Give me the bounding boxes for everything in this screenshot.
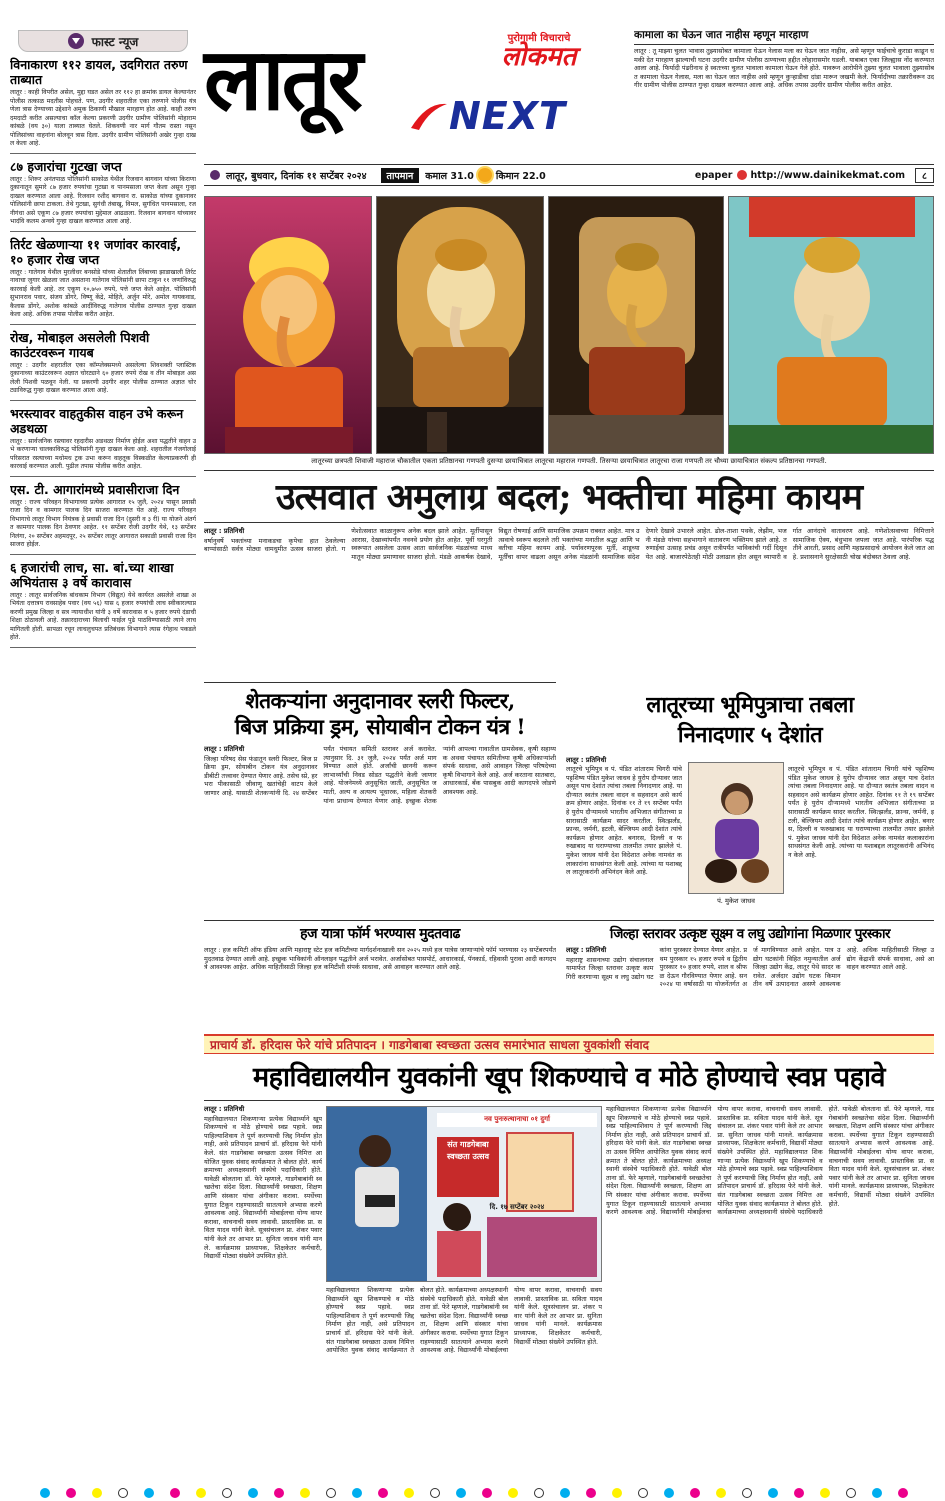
fast-news-label: फास्ट न्यूज xyxy=(91,34,139,49)
next-logo xyxy=(409,90,629,142)
fast-news-body: लातूर : लातूर सार्वजनिक बांधकाम विभाग (विद्युत) येथे कार्यरत असलेले शाखा अभियंता दत्तात्रय रावसाहेब पवार (वय ५६) यास ६ हजार रुपयांची लाच स्वीकारल्याप्रकरणी प्रमुख जिल्हा व सत्र न्यायाधीश यांनी ३ वर्षे कारावास व ५ हजार रुपये दंडाची शिक्षा ठोठावली आहे. तक्रारदाराच्या बिलाची फाईल पुढे पाठविण्यासाठी त्याने लाच मागितली होती. सापळा रचून लाचलुचपत प्रतिबंधक विभागाने त्यास रंगेहाथ पकडले होते. xyxy=(10,591,196,641)
registration-dot xyxy=(742,1488,752,1498)
registration-dot xyxy=(144,1488,154,1498)
registration-dot xyxy=(326,1488,336,1498)
fast-news-headline: विनाकारण ११२ डायल, उदगिरात तरुण ताब्यात xyxy=(10,57,188,87)
photos-caption: लातूरच्या छत्रपती शिवाजी महाराज चौकातील एकता प्रतिष्ठानचा गणपती दुसऱ्या छायाचित्रात लातूरचा महाराज गणपती. तिसऱ्या छायाचित्रात लातूरचा राजा गणपती तर चौथ्या छायाचित्रात संकल्प प्रतिष्ठानचा गणपती. xyxy=(311,457,827,465)
registration-dot xyxy=(768,1488,778,1498)
registration-dot xyxy=(612,1488,622,1498)
registration-dot xyxy=(690,1488,700,1498)
temperature-max: कमाल 31.0 xyxy=(425,170,474,182)
registration-dot xyxy=(300,1488,310,1498)
fast-news-headline: रोख, मोबाइल असलेली पिशवी काउंटरवरून गायब xyxy=(10,329,150,360)
masthead xyxy=(204,28,624,158)
registration-dot xyxy=(846,1488,856,1498)
fast-news-body: लातूर : काही विपरीत असेल, मुद्दा घडत असेल तर ११२ हा क्रमांक डायल केल्यानंतर पोलीस तत्काळ मदतीस पोहचते. पण, उदगीर शहरातील एका तरुणाने पोलीस यंत्रणेला त्रास देण्याच्या उद्देशाने अमुक ठिकाणी मौखाल मारहाण होत आहे. काही तरुण दमदाटी करीत असल्याचा कॉल केल्या प्रकरणी उदगीर ग्रामीण पोलिसांनी मोहाराम कांबळे (वय ३०) याला ताब्यात घेतले. शिकवणी नार मार्ग गौतम रास्ता नसून पोलिसांच्या वाहनांना बोलवून त्रास दिला. उदगीर ग्रामीण पोलिसांनी अखेर गुन्हा दाखल केला आहे. xyxy=(10,89,196,147)
registration-dot xyxy=(872,1488,882,1498)
registration-dot xyxy=(430,1488,440,1498)
registration-dot xyxy=(170,1488,180,1498)
tabla-article xyxy=(566,765,934,915)
registration-dot xyxy=(638,1488,648,1498)
fast-news-headline: ८७ हजारांचा गुटखा जप्त xyxy=(10,158,122,174)
photo-sankalp-ganesh xyxy=(728,196,934,454)
registration-dot xyxy=(534,1488,544,1498)
college-article-left xyxy=(204,1105,322,1475)
ganesh-idol-image-4 xyxy=(729,197,934,454)
lead-byline: लातूर : प्रतिनिधी xyxy=(204,527,245,535)
top-news-body: लातूर : तू माझ्या चुलत भावास तुझ्यासोबत कामाला घेऊन नेलास मला का घेऊन जात नाहीस, असे म्हणून फाईचाचे कुराडा काढून धमकी देत मारहाण झाल्याची घटना उदगीर ग्रामीण पोलीस ठाण्याच्या हद्दीत लोहारासमोर घडली. याबाबत एका जिल्ह्यास नोंद करण्यात आला आहे. फिर्यादी पंढरीनाथ हे स्वतःच्या चुलत भावाला कामाला घेऊन गेले होते. यावरून आरोपीने तुझ्या चुलत भावाला तुझ्यासोबत कामाला घेऊन गेलास, मला का घेऊन जात नाहीस असे म्हणून कुऱ्हाडीचा दांडा मारून जखमी केले. फिर्यादीच्या तक्रारीवरून उदगीर ग्रामीण पोलीस ठाण्यात गुन्हा दाखल करण्यात आला आहे. अधिक तपास उदगीर ग्रामीण पोलीस करीत आहेत. xyxy=(634,47,934,90)
date-strip xyxy=(204,164,934,186)
banner-top-text: नव पुनःरुत्थानाचा ०१ दुर्गा xyxy=(484,1115,550,1123)
fast-news-headline: भरस्त्यावर वाहतुकीस वाहन उभे करून अडथळा xyxy=(10,405,184,436)
ganesh-idol-image-2 xyxy=(377,197,544,454)
photo-raja-ganesh xyxy=(548,196,724,454)
registration-dot xyxy=(716,1488,726,1498)
divider xyxy=(10,153,196,154)
issue-date: लातूर, बुधवार, दिनांक ११ सप्टेंबर २०२४ xyxy=(226,170,367,182)
registration-dot xyxy=(482,1488,492,1498)
registration-dot xyxy=(40,1488,50,1498)
divider xyxy=(10,476,196,477)
divider xyxy=(10,647,196,648)
farmers-article xyxy=(204,745,556,917)
photo-maharaj-ganesh xyxy=(376,196,544,454)
fast-news-body: लातूर : शिरूर अनंतपाळ पोलिसांनी साकोळ येथील रिजवान बागवान यांच्या किराणा दुकानातून सुमारे ८७ हजार रुपयांचा गुटखा व पानमसाला जप्त केला असून गुन्हा दाखल करण्यात आला आहे. रिजवान रशीद बागवान रा. साकोळ यांच्या दुकानावर पोलिसांनी छापा टाकला. तेथे गुटखा, सुगंधी तंबाखू, विमल, सुगंधित पानमसाला, रजनीगंधा असे एकूण ८७ हजार रुपयांचा मुद्देमाल आढळला. रिजवान बागवान यांच्यावर भादंवि कलम अन्वये गुन्हा दाखल करण्यात आला आहे. xyxy=(10,175,196,225)
website-link[interactable]: http://www.dainikekmat.com xyxy=(750,169,906,181)
registration-dot xyxy=(274,1488,284,1498)
college-body-continued: महाविद्यालयात शिकणाऱ्या प्रत्येक विद्यार्थ्याने खूप शिकण्याचे व मोठे होण्याचे स्वप्न पहावे. स्वप्न पाहिल्याशिवाय ते पूर्ण करण्याची जिद्द निर्माण होत नाही, असे प्रतिपादन प्राचार्य डॉ. हरिदास फेरे यांनी केले. संत गाडगेबाबा स्वच्छता उत्सव निमित्त आयोजित युवक संवाद कार्यक्रमात ते बोलत होते. कार्यक्रमाच्या अध्यक्षस्थानी संस्थेचे पदाधिकारी होते. यावेळी बोलताना डॉ. फेरे म्हणाले, गाडगेबाबांनी स्वच्छतेचा संदेश दिला. विद्यार्थ्यांनी स्वच्छता, शिक्षण आणि संस्कार यांचा अंगीकार करावा. स्पर्धेच्या युगात टिकून राहण्यासाठी सातत्याने अभ्यास करणे आवश्यक आहे. विद्यार्थ्यांनी मोबाईलचा योग्य वापर करावा, वाचनाची सवय लावावी. प्रास्ताविक प्रा. सविता यादव यांनी केले. सूत्रसंचालन प्रा. शंकर पवार यांनी केले तर आभार प्रा. सुनिता जाधव यांनी मानले. कार्यक्रमास प्राध्यापक, शिक्षकेतर कर्मचारी, विद्यार्थी मोठ्या संख्येने उपस्थित होते. xyxy=(326,1286,602,1355)
masthead-title: लातूर xyxy=(204,29,360,130)
registration-dot xyxy=(508,1488,518,1498)
ganesh-idol-image-1 xyxy=(205,197,372,454)
college-headline: महाविद्यालयीन युवकांनी खूप शिकण्याचे व मोठे होण्याचे स्वप्न पहावे xyxy=(253,1062,885,1093)
bullet-icon xyxy=(210,170,220,180)
registration-dot xyxy=(378,1488,388,1498)
top-news-headline: कामाला का घेऊन जात नाहीस म्हणून मारहाण xyxy=(634,28,934,45)
college-strap: प्राचार्य डॉ. हरिदास फेरे यांचे प्रतिपादन । गाडगेबाबा स्वच्छता उत्सव समारंभात साधला युवकांशी संवाद xyxy=(204,1034,934,1054)
banner-title xyxy=(437,1139,499,1163)
temperature-min: किमान 22.0 xyxy=(495,170,546,182)
tabla-headline-line2: निनादणार ५ देशांत xyxy=(677,722,823,748)
registration-dot xyxy=(456,1488,466,1498)
registration-dot xyxy=(664,1488,674,1498)
banner-date: दि. १७ सप्टेंबर २०२४ xyxy=(489,1203,545,1211)
registration-dot xyxy=(248,1488,258,1498)
globe-icon xyxy=(737,170,747,180)
top-news-box xyxy=(634,28,934,170)
farmers-headline-line2: बिज प्रक्रिया ड्रम, सोयाबीन टोकन यंत्र ! xyxy=(234,714,526,739)
registration-dot xyxy=(586,1488,596,1498)
lokmat-logo xyxy=(474,30,604,70)
fast-news-headline: तिर्रट खेळणाऱ्या ११ जणांवर कारवाई, १० हजार रोख जप्त xyxy=(10,236,182,267)
registration-dot xyxy=(404,1488,414,1498)
fast-news-body: लातूर : राज्य परिवहन विभागाच्या प्रत्येक आगारात १५ जुलै, २०२४ पासून प्रवासी राजा दिन व कामगार पालक दिन साजरा करण्यात येत आहे. राज्य परिवहन विभागाचे लातूर विभाग नियंत्रक हे प्रवासी राजा दिन (दुसरी व ३ री) या योजने अंतर्गत कामगार पालक दिन ठेवणार आहेत. ११ सप्टेंबर रोजी उदगीर येथे, १३ सप्टेंबर निलंगा, २० सप्टेंबर अहमदपूर, २५ सप्टेंबर लातूर आगारात सकाळी प्रवासी राजा दिन साजरा होईल. xyxy=(10,498,196,548)
epaper-label: epaper xyxy=(694,169,733,181)
award-article xyxy=(566,946,934,1030)
page-number: ८ xyxy=(915,168,934,183)
registration-dot xyxy=(820,1488,830,1498)
college-byline: लातूर : प्रतिनिधी xyxy=(204,1105,245,1113)
college-body-right: महाविद्यालयात शिकणाऱ्या प्रत्येक विद्यार्थ्याने खूप शिकण्याचे व मोठे होण्याचे स्वप्न पहावे. स्वप्न पाहिल्याशिवाय ते पूर्ण करण्याची जिद्द निर्माण होत नाही, असे प्रतिपादन प्राचार्य डॉ. हरिदास फेरे यांनी केले. संत गाडगेबाबा स्वच्छता उत्सव निमित्त आयोजित युवक संवाद कार्यक्रमात ते बोलत होते. कार्यक्रमाच्या अध्यक्षस्थानी संस्थेचे पदाधिकारी होते. यावेळी बोलताना डॉ. फेरे म्हणाले, गाडगेबाबांनी स्वच्छतेचा संदेश दिला. विद्यार्थ्यांनी स्वच्छता, शिक्षण आणि संस्कार यांचा अंगीकार करावा. स्पर्धेच्या युगात टिकून राहण्यासाठी सातत्याने अभ्यास करणे आवश्यक आहे. विद्यार्थ्यांनी मोबाईलचा योग्य वापर करावा, वाचनाची सवय लावावी. प्रास्ताविक प्रा. सविता यादव यांनी केले. सूत्रसंचालन प्रा. शंकर पवार यांनी केले तर आभार प्रा. सुनिता जाधव यांनी मानले. कार्यक्रमास प्राध्यापक, शिक्षकेतर कर्मचारी, विद्यार्थी मोठ्या संख्येने उपस्थित होते. xyxy=(606,1105,823,1217)
temperature-label: तापमान xyxy=(381,168,420,183)
masthead-tagline: पुरोगामी विचाराचे xyxy=(507,33,571,44)
college-article-mid xyxy=(326,1286,602,1476)
registration-dot xyxy=(66,1488,76,1498)
fast-news-headline: एस. टी. आगारांमध्ये प्रवासीराजा दिन xyxy=(10,481,180,497)
award-body: महाराष्ट्र शासनाच्या उद्योग संचालनालयामार्फत जिल्हा स्तरावर उत्कृष्ट कामगिरी करणाऱ्या सूक्ष्म व लघु उद्योग घटकांना पुरस्कार देण्यात येणार आहेत. प्रथम पुरस्कार १५ हजार रुपये व द्वितीय पुरस्कार १० हजार रुपये, शाल व श्रीफळ देऊन गौरविण्यात येणार आहे. सन २०२४ या वर्षासाठी या योजनेंतर्गत अर्ज मागविण्यात आले आहेत. पात्र उद्योग घटकांनी विहित नमुन्यातील अर्ज जिल्हा उद्योग केंद्र, लातूर येथे सादर करावेत. अर्जदार उद्योग घटक किमान तीन वर्षे उत्पादनात असणे आवश्यक आहे. अधिक माहितीसाठी जिल्हा उद्योग केंद्राशी संपर्क साधावा, असे आवाहन करण्यात आले आहे. xyxy=(566,946,934,989)
registration-dot xyxy=(898,1488,908,1498)
tabla-photo-caption: पं. मुकेश जाधव xyxy=(717,897,755,905)
next-swoosh-icon xyxy=(409,98,449,134)
photo-ekta-ganesh xyxy=(204,196,372,454)
registration-dot xyxy=(118,1488,128,1498)
hajj-headline: हज यात्रा फॉर्म भरण्यास मुदतवाढ xyxy=(300,926,460,942)
fast-news-headline: ६ हजारांची लाच, सा. बां.च्या शाखा अभियंतास ३ वर्षे कारावास xyxy=(10,559,174,590)
tabla-byline: लातूर : प्रतिनिधी xyxy=(566,756,607,764)
divider xyxy=(10,400,196,401)
farmers-headline xyxy=(204,688,556,740)
lead-body: वर्षानुवर्षे भक्तांच्या मनाकडचा कृपेचा हात ठेवलेल्या बाप्पांसाठी सर्वत्र मोठ्या धामधुमीत उत्सव साजरा होतो. गणेशोत्सवात काळानुरूप अनेक बदल झाले आहेत. मूर्तीपासून आरास, देखाव्यांपर्यंत नवनवे प्रयोग होत आहेत. पूर्वी घरगुती स्वरूपात असलेला उत्सव आता सार्वजनिक मंडळांच्या माध्यमातून मोठ्या प्रमाणावर साजरा होतो. मंडळे आकर्षक देखावे, विद्युत रोषणाई आणि सामाजिक उपक्रम राबवत आहेत. मात्र उत्सवाचे स्वरूप बदलले तरी भक्तांच्या मनातील श्रद्धा आणि भक्तीचा महिमा कायम आहे. पर्यावरणपूरक मूर्ती, शाडूच्या मूर्तींचा वापर वाढला असून अनेक मंडळांनी सामाजिक संदेश देणारे देखावे उभारले आहेत. ढोल-ताशा पथके, लेझीम, भजनी मंडळे यांच्या सहभागाने वातावरण भक्तिमय झाले आहे. तरुणाईचा उत्साह प्रचंड असून रात्रीपर्यंत भाविकांची गर्दी दिसून येत आहे. बाजारपेठेतही मोठी उलाढाल होत असून व्यापारी वर्गात आनंदाचे वातावरण आहे. गणेशोत्सवाच्या निमित्ताने सामाजिक ऐक्य, बंधुभाव जपला जात आहे. पारंपरिक पद्धतीने आरती, प्रसाद आणि महाप्रसादाचे आयोजन केले जात आहे. प्रशासनाने सुरक्षेसाठी चोख बंदोबस्त ठेवला आहे. xyxy=(204,527,934,561)
masthead-brand: लोकमत xyxy=(501,42,577,72)
college-event-photo xyxy=(326,1106,602,1282)
tabla-body-continued xyxy=(788,765,934,915)
ganesh-idol-image-3 xyxy=(549,197,724,454)
masthead-next: NEXT xyxy=(449,94,566,138)
college-article-right xyxy=(606,1105,934,1475)
divider xyxy=(10,231,196,232)
tabla-body-copy: लातूरचे भूमिपुत्र व पं. पंडित शांताराम चिगरी यांचे पट्टशिष्य पंडित मुकेश जाधव हे युरोप दौऱ्यावर जात असून पाच देशांत त्यांचा तबला निनादणार आहे. या दौऱ्यात स्वतंत्र तबला वादन व सहवादन असे कार्यक्रम होणार आहेत. दिनांक ११ ते १९ सप्टेंबर पर्यंत हे युरोप दौऱ्यामध्ये भारतीय अभिजात संगीताच्या प्रसारासाठी कार्यक्रम सादर करतील. स्वित्झर्लंड, फ्रान्स, जर्मनी, इटली, बेल्जियम आदी देशांत त्यांचे कार्यक्रम होणार आहेत. बनारस, दिल्ली व फरुखाबाद या घराण्याच्या तालमीत तयार झालेले पं. मुकेश जाधव यांनी देश विदेशात अनेक नामवंत कलाकारांना साथसंगत केली आहे. त्यांच्या या यशाबद्दल लातूरकरांनी अभिनंदन केले आहे. xyxy=(788,765,934,859)
award-headline: जिल्हा स्तरावर उत्कृष्ट सूक्ष्म व लघु उद्योगांना मिळणार पुरस्कार xyxy=(609,926,891,942)
divider xyxy=(10,324,196,325)
tabla-headline-line1: लातूरच्या भूमिपुत्राचा तबला xyxy=(646,692,854,718)
college-body-right-2: महाविद्यालयात शिकणाऱ्या प्रत्येक विद्यार्थ्याने खूप शिकण्याचे व मोठे होण्याचे स्वप्न पहावे. स्वप्न पाहिल्याशिवाय ते पूर्ण करण्याची जिद्द निर्माण होत नाही, असे प्रतिपादन प्राचार्य डॉ. हरिदास फेरे यांनी केले. संत गाडगेबाबा स्वच्छता उत्सव निमित्त आयोजित युवक संवाद कार्यक्रमात ते बोलत होते. कार्यक्रमाच्या अध्यक्षस्थानी संस्थेचे पदाधिकारी होते. यावेळी बोलताना डॉ. फेरे म्हणाले, गाडगेबाबांनी स्वच्छतेचा संदेश दिला. विद्यार्थ्यांनी स्वच्छता, शिक्षण आणि संस्कार यांचा अंगीकार करावा. स्पर्धेच्या युगात टिकून राहण्यासाठी सातत्याने अभ्यास करणे आवश्यक आहे. विद्यार्थ्यांनी मोबाईलचा योग्य वापर करावा, वाचनाची सवय लावावी. प्रास्ताविक प्रा. सविता यादव यांनी केले. सूत्रसंचालन प्रा. शंकर पवार यांनी केले तर आभार प्रा. सुनिता जाधव यांनी मानले. कार्यक्रमास प्राध्यापक, शिक्षकेतर कर्मचारी, विद्यार्थी मोठ्या संख्येने उपस्थित होते. xyxy=(717,1105,934,1217)
sun-icon xyxy=(478,168,492,182)
chevron-down-icon xyxy=(68,33,84,49)
registration-dot xyxy=(560,1488,570,1498)
registration-dot xyxy=(794,1488,804,1498)
tabla-headline xyxy=(566,690,934,750)
banner-line1: संत गाडगेबाबा xyxy=(447,1140,489,1149)
farmers-byline: लातूर : प्रतिनिधी xyxy=(204,745,245,753)
hajj-article xyxy=(204,946,556,1030)
banner-line2: स्वच्छता उत्सव xyxy=(446,1152,490,1161)
fast-news-body: लातूर : गातेगाव येथील मुरलीधर बनसोडे यांच्या शेतातील लिंबाच्या झाडाखाली तिर्रट नावाचा जुगार खेळला जात असताना गातेगाव पोलिसांनी छापा टाकून ११ जणांविरुद्ध कारवाई केली आहे. तर एकूण १०,७५० रुपये, पत्ते जप्त केले आहेत. पोलिसांनी सुभानराव पवार, संजय डोंगरे, विष्णू केंद्रे, मोहिते, अर्जुन मोरे, अमोल गायकवाड, कैलास डोंगरे, अशोक कांबळे आदींविरुद्ध गातेगाव पोलीस ठाण्यात गुन्हा दाखल केला आहे. अधिक तपास पोलीस करीत आहेत. xyxy=(10,268,196,318)
lead-article xyxy=(204,527,934,677)
college-body: महाविद्यालयात शिकणाऱ्या प्रत्येक विद्यार्थ्याने खूप शिकण्याचे व मोठे होण्याचे स्वप्न पहावे. स्वप्न पाहिल्याशिवाय ते पूर्ण करण्याची जिद्द निर्माण होत नाही, असे प्रतिपादन प्राचार्य डॉ. हरिदास फेरे यांनी केले. संत गाडगेबाबा स्वच्छता उत्सव निमित्त आयोजित युवक संवाद कार्यक्रमात ते बोलत होते. कार्यक्रमाच्या अध्यक्षस्थानी संस्थेचे पदाधिकारी होते. यावेळी बोलताना डॉ. फेरे म्हणाले, गाडगेबाबांनी स्वच्छतेचा संदेश दिला. विद्यार्थ्यांनी स्वच्छता, शिक्षण आणि संस्कार यांचा अंगीकार करावा. स्पर्धेच्या युगात टिकून राहण्यासाठी सातत्याने अभ्यास करणे आवश्यक आहे. विद्यार्थ्यांनी मोबाईलचा योग्य वापर करावा, वाचनाची सवय लावावी. प्रास्ताविक प्रा. सविता यादव यांनी केले. सूत्रसंचालन प्रा. शंकर पवार यांनी केले तर आभार प्रा. सुनिता जाधव यांनी मानले. कार्यक्रमास प्राध्यापक, शिक्षकेतर कर्मचारी, विद्यार्थी मोठ्या संख्येने उपस्थित होते. xyxy=(204,1114,322,1261)
registration-dot xyxy=(196,1488,206,1498)
divider xyxy=(10,554,196,555)
hajj-body: लातूर : हज कमिटी ऑफ इंडिया आणि महाराष्ट्र स्टेट हज कमिटीच्या मार्गदर्शनाखाली सन २०२५ मध्ये हज यात्रेस जाणाऱ्यांचे फॉर्म भरण्यास २३ सप्टेंबरपर्यंत मुदतवाढ देण्यात आली आहे. इच्छुक भाविकांनी ऑनलाइन पद्धतीने अर्ज भरावेत. अर्जासोबत पासपोर्ट, आधारकार्ड, पॅनकार्ड, रहिवासी पुरावा आदी कागदपत्रे आवश्यक आहेत. अधिक माहितीसाठी जिल्हा हज कमिटीशी संपर्क साधावा, असे आवाहन करण्यात आले आहे. xyxy=(204,946,556,972)
registration-dot xyxy=(222,1488,232,1498)
college-event-image xyxy=(327,1107,602,1282)
fast-news-list xyxy=(10,57,196,648)
fast-news-body: लातूर : उदगीर शहरातील एका कॉम्प्लेक्समध्ये असलेल्या शिवशक्ती प्लास्टिक दुकानाच्या काउंटरवरून अज्ञात चोरट्याने ६० हजार रुपये रोख व तीन मोबाइल असलेली पिशवी पळवून नेली. या प्रकरणी उदगीर शहर पोलीस ठाण्यात अज्ञात चोरट्याविरुद्ध गुन्हा दाखल करण्यात आला आहे. xyxy=(10,361,196,394)
farmers-headline-line1: शेतकऱ्यांना अनुदानावर स्लरी फिल्टर, xyxy=(245,688,515,713)
tabla-body: लातूरचे भूमिपुत्र व पं. पंडित शांताराम चिगरी यांचे पट्टशिष्य पंडित मुकेश जाधव हे युरोप दौऱ्यावर जात असून पाच देशांत त्यांचा तबला निनादणार आहे. या दौऱ्यात स्वतंत्र तबला वादन व सहवादन असे कार्यक्रम होणार आहेत. दिनांक ११ ते १९ सप्टेंबर पर्यंत हे युरोप दौऱ्यामध्ये भारतीय अभिजात संगीताच्या प्रसारासाठी कार्यक्रम सादर करतील. स्वित्झर्लंड, फ्रान्स, जर्मनी, इटली, बेल्जियम आदी देशांत त्यांचे कार्यक्रम होणार आहेत. बनारस, दिल्ली व फरुखाबाद या घराण्याच्या तालमीत तयार झालेले पं. मुकेश जाधव यांनी देश विदेशात अनेक नामवंत कलाकारांना साथसंगत केली आहे. त्यांच्या या यशाबद्दल लातूरकरांनी अभिनंदन केले आहे. xyxy=(566,765,682,877)
fast-news-tab xyxy=(18,30,188,52)
fast-news-rail xyxy=(10,30,196,1460)
lead-headline: उत्सवात अमुलाग्र बदल; भक्तीचा महिमा कायम xyxy=(275,476,863,518)
fast-news-body: लातूर : सार्वजनिक रस्त्यावर रहदारीस अडथळा निर्माण होईल अशा पद्धतीने वाहन उभे करणाऱ्या चालकाविरुद्ध पोलिसांनी गुन्हा दाखल केला आहे. शहरातील गंजगोलाई परिसरात रस्त्याच्या मधोमध ट्रक उभा करून वाहतूक विस्कळीत केल्याप्रकरणी ही कारवाई करण्यात आली. पुढील तपास पोलीस करीत आहेत. xyxy=(10,437,196,470)
registration-dot xyxy=(92,1488,102,1498)
farmers-body: जिल्हा परिषद सेस फंडातून स्लरी फिल्टर, बिज प्रक्रिया ड्रम, सोयाबीन टोकन यंत्र अनुदानावर डीबीटी तत्त्वावर देण्यात येणार आहे. तसेच स्प्रे, हरभरा पीकासाठी जीवाणू खतांचेही वाटप केले जाणार आहे. यासाठी शेतकऱ्यांनी दि. २४ सप्टेंबर पर्यंत पंचायत समिती स्तरावर अर्ज करावेत. त्यानुसार दि. ३१ जुलै, २०२४ पर्यंत अर्ज मागविण्यात आले होते. अर्जांची छाननी करून लाभार्थ्यांची निवड सोडत पद्धतीने केली जाणार आहे. योजनेमध्ये अनुसूचित जाती, अनुसूचित जमाती, अल्प व अत्यल्प भूधारक, महिला शेतकरी यांना प्राधान्य देण्यात येणार आहे. इच्छुक शेतकऱ्यांनी आपल्या गावातील ग्रामसेवक, कृषी सहाय्यक अथवा पंचायत समितीच्या कृषी अधिकाऱ्यांशी संपर्क साधावा, असे आवाहन जिल्हा परिषदेच्या कृषी विभागाने केले आहे. अर्ज करताना सातबारा, आधारकार्ड, बँक पासबुक आदी कागदपत्रे जोडणे आवश्यक आहे. xyxy=(204,745,556,805)
registration-dot xyxy=(352,1488,362,1498)
award-byline: लातूर : प्रतिनिधी xyxy=(566,946,607,954)
